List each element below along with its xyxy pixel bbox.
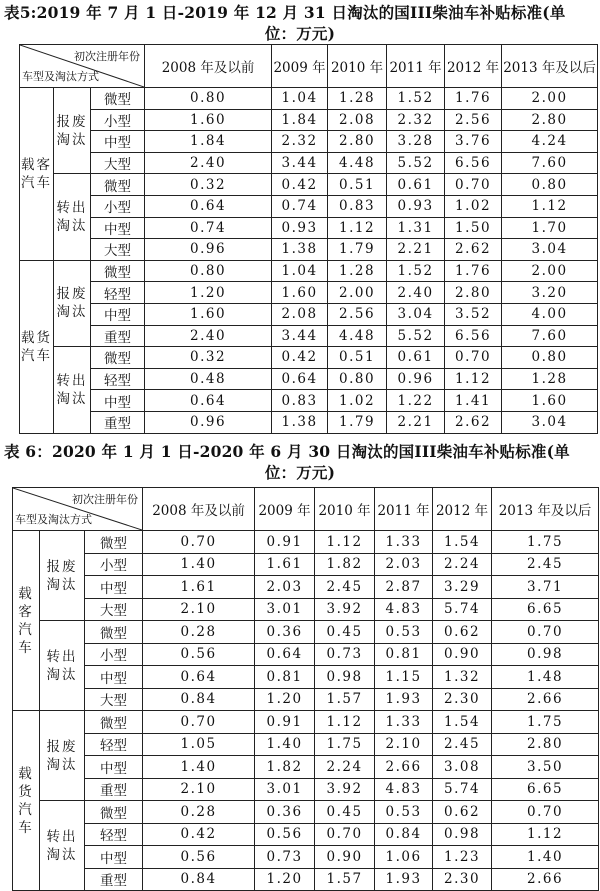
- table-row: [13, 823, 599, 846]
- subsidy-value-cell: 0.64: [143, 666, 255, 689]
- subsidy-value-cell: 0.80: [328, 368, 387, 390]
- subsidy-value-cell: 0.96: [145, 239, 272, 261]
- subsidy-value-cell: 0.51: [328, 174, 387, 196]
- subsidy-value-cell: 1.40: [143, 553, 255, 576]
- vehicle-size-cell: 微型: [91, 260, 145, 282]
- table6: [12, 487, 599, 891]
- year-header-cell: 2013 年及以后: [492, 488, 599, 531]
- vehicle-size-cell: 轻型: [85, 823, 143, 846]
- subsidy-value-cell: 2.21: [387, 239, 445, 261]
- header-registration-year-label: 初次注册年份: [74, 50, 141, 63]
- subsidy-value-cell: 3.20: [502, 282, 598, 304]
- subsidy-value-cell: 1.12: [492, 823, 599, 846]
- subsidy-value-cell: 7.60: [502, 325, 598, 347]
- subsidy-value-cell: 1.20: [255, 868, 315, 891]
- subsidy-value-cell: 0.32: [145, 347, 272, 369]
- subsidy-value-cell: 2.32: [387, 109, 445, 131]
- subsidy-value-cell: 4.00: [502, 303, 598, 325]
- subsidy-value-cell: 1.40: [492, 846, 599, 869]
- vehicle-size-cell: 小型: [85, 643, 143, 666]
- vehicle-size-cell: 中型: [91, 131, 145, 153]
- subsidy-value-cell: 1.52: [387, 88, 445, 110]
- vehicle-size-cell: 小型: [91, 195, 145, 217]
- subsidy-value-cell: 1.12: [445, 368, 502, 390]
- vehicle-size-cell: 重型: [91, 411, 145, 433]
- table5-title-line2: 位：万元): [264, 24, 336, 43]
- subsidy-value-cell: 0.81: [255, 666, 315, 689]
- subsidy-value-cell: 0.98: [492, 643, 599, 666]
- header-registration-year-label: 初次注册年份: [72, 493, 139, 506]
- year-header-cell: 2012 年: [445, 45, 502, 88]
- subsidy-value-cell: 0.56: [143, 846, 255, 869]
- subsidy-value-cell: 0.81: [375, 643, 433, 666]
- subsidy-value-cell: 0.53: [375, 801, 433, 824]
- subsidy-value-cell: 1.75: [492, 531, 599, 554]
- table-row: [20, 195, 598, 217]
- subsidy-value-cell: 4.24: [502, 131, 598, 153]
- subsidy-value-cell: 2.40: [145, 325, 272, 347]
- table-row: [20, 303, 598, 325]
- subsidy-value-cell: 1.20: [255, 688, 315, 711]
- subsidy-value-cell: 3.76: [445, 131, 502, 153]
- subsidy-value-cell: 1.52: [387, 260, 445, 282]
- subsidy-value-cell: 1.12: [315, 711, 375, 734]
- subsidy-value-cell: 1.31: [387, 217, 445, 239]
- table-row: [20, 109, 598, 131]
- subsidy-value-cell: 3.01: [255, 778, 315, 801]
- subsidy-value-cell: 6.56: [445, 325, 502, 347]
- subsidy-value-cell: 1.23: [433, 846, 492, 869]
- subsidy-value-cell: 1.02: [328, 390, 387, 412]
- subsidy-value-cell: 0.96: [387, 368, 445, 390]
- subsidy-value-cell: 2.66: [375, 756, 433, 779]
- subsidy-value-cell: 0.98: [433, 823, 492, 846]
- subsidy-value-cell: 0.80: [502, 174, 598, 196]
- year-header-cell: 2009 年: [272, 45, 328, 88]
- subsidy-value-cell: 2.80: [492, 733, 599, 756]
- table-row: [13, 598, 599, 621]
- subsidy-value-cell: 2.32: [272, 131, 328, 153]
- subsidy-value-cell: 2.66: [492, 868, 599, 891]
- subsidy-value-cell: 0.70: [492, 801, 599, 824]
- table-row: [13, 756, 599, 779]
- subsidy-value-cell: 1.48: [492, 666, 599, 689]
- subsidy-value-cell: 0.80: [502, 347, 598, 369]
- subsidy-value-cell: 0.53: [375, 621, 433, 644]
- table-row: [13, 711, 599, 734]
- subsidy-value-cell: 0.51: [328, 347, 387, 369]
- subsidy-value-cell: 1.12: [315, 531, 375, 554]
- vehicle-size-cell: 大型: [91, 152, 145, 174]
- subsidy-value-cell: 0.61: [387, 174, 445, 196]
- subsidy-value-cell: 1.28: [328, 88, 387, 110]
- subsidy-value-cell: 3.92: [315, 778, 375, 801]
- subsidy-value-cell: 1.70: [502, 217, 598, 239]
- subsidy-value-cell: 1.93: [375, 868, 433, 891]
- subsidy-value-cell: 1.60: [145, 109, 272, 131]
- disposal-method-cell: 报废淘汰: [54, 260, 91, 346]
- subsidy-value-cell: 3.71: [492, 576, 599, 599]
- subsidy-value-cell: 0.36: [255, 621, 315, 644]
- subsidy-value-cell: 0.36: [255, 801, 315, 824]
- subsidy-value-cell: 1.22: [387, 390, 445, 412]
- table-row: [20, 174, 598, 196]
- year-header-cell: 2011 年: [375, 488, 433, 531]
- subsidy-value-cell: 3.28: [387, 131, 445, 153]
- table-row: [13, 666, 599, 689]
- vehicle-size-cell: 中型: [85, 756, 143, 779]
- subsidy-value-cell: 2.45: [433, 733, 492, 756]
- vehicle-size-cell: 小型: [85, 553, 143, 576]
- vehicle-size-cell: 轻型: [91, 282, 145, 304]
- subsidy-value-cell: 1.84: [145, 131, 272, 153]
- subsidy-value-cell: 1.28: [502, 368, 598, 390]
- table5: [19, 44, 598, 434]
- subsidy-value-cell: 0.70: [492, 621, 599, 644]
- subsidy-value-cell: 1.76: [445, 88, 502, 110]
- year-header-cell: 2008 年及以前: [145, 45, 272, 88]
- vehicle-size-cell: 中型: [85, 666, 143, 689]
- subsidy-value-cell: 1.60: [145, 303, 272, 325]
- disposal-method-cell: 转出淘汰: [54, 174, 91, 260]
- table-row: [20, 88, 598, 110]
- subsidy-value-cell: 1.82: [315, 553, 375, 576]
- disposal-method-cell: 转出淘汰: [54, 347, 91, 433]
- subsidy-value-cell: 1.50: [445, 217, 502, 239]
- subsidy-value-cell: 0.74: [145, 217, 272, 239]
- subsidy-value-cell: 2.10: [375, 733, 433, 756]
- year-header-cell: 2010 年: [315, 488, 375, 531]
- subsidy-value-cell: 4.83: [375, 598, 433, 621]
- subsidy-value-cell: 1.75: [492, 711, 599, 734]
- table-row: [20, 347, 598, 369]
- subsidy-value-cell: 0.62: [433, 621, 492, 644]
- subsidy-value-cell: 0.70: [315, 823, 375, 846]
- subsidy-value-cell: 2.62: [445, 411, 502, 433]
- subsidy-value-cell: 2.10: [143, 598, 255, 621]
- vehicle-size-cell: 中型: [85, 576, 143, 599]
- vehicle-size-cell: 微型: [85, 531, 143, 554]
- vehicle-size-cell: 大型: [85, 688, 143, 711]
- subsidy-value-cell: 1.41: [445, 390, 502, 412]
- table-row: [13, 868, 599, 891]
- subsidy-value-cell: 0.93: [387, 195, 445, 217]
- subsidy-value-cell: 5.52: [387, 152, 445, 174]
- vehicle-size-cell: 中型: [91, 217, 145, 239]
- subsidy-value-cell: 6.56: [445, 152, 502, 174]
- subsidy-value-cell: 0.80: [145, 88, 272, 110]
- disposal-method-cell: 转出淘汰: [40, 801, 85, 891]
- vehicle-size-cell: 微型: [91, 174, 145, 196]
- subsidy-value-cell: 1.20: [145, 282, 272, 304]
- vehicle-category-cell: 载货汽车: [13, 711, 40, 891]
- subsidy-value-cell: 1.40: [143, 756, 255, 779]
- year-header-cell: 2008 年及以前: [143, 488, 255, 531]
- table-row: [20, 239, 598, 261]
- table-row: [20, 152, 598, 174]
- subsidy-value-cell: 5.52: [387, 325, 445, 347]
- year-header-cell: 2012 年: [433, 488, 492, 531]
- subsidy-value-cell: 0.42: [272, 174, 328, 196]
- subsidy-value-cell: 0.96: [145, 411, 272, 433]
- vehicle-size-cell: 微型: [85, 711, 143, 734]
- subsidy-value-cell: 2.56: [445, 109, 502, 131]
- subsidy-value-cell: 1.28: [328, 260, 387, 282]
- subsidy-value-cell: 4.48: [328, 152, 387, 174]
- vehicle-size-cell: 微型: [85, 801, 143, 824]
- subsidy-value-cell: 2.56: [328, 303, 387, 325]
- table-row: [13, 801, 599, 824]
- subsidy-value-cell: 0.90: [315, 846, 375, 869]
- table-row: [13, 553, 599, 576]
- year-header-cell: 2013 年及以后: [502, 45, 598, 88]
- table-row: [20, 411, 598, 433]
- subsidy-value-cell: 0.70: [445, 174, 502, 196]
- subsidy-value-cell: 2.40: [145, 152, 272, 174]
- vehicle-size-cell: 中型: [85, 846, 143, 869]
- subsidy-value-cell: 1.15: [375, 666, 433, 689]
- subsidy-value-cell: 3.04: [502, 411, 598, 433]
- subsidy-value-cell: 2.03: [255, 576, 315, 599]
- header-vehicle-type-label: 车型及淘汰方式: [15, 513, 92, 526]
- subsidy-value-cell: 3.29: [433, 576, 492, 599]
- subsidy-value-cell: 0.64: [145, 195, 272, 217]
- subsidy-value-cell: 0.61: [387, 347, 445, 369]
- table-row: [20, 325, 598, 347]
- subsidy-value-cell: 0.32: [145, 174, 272, 196]
- subsidy-value-cell: 3.92: [315, 598, 375, 621]
- subsidy-value-cell: 1.54: [433, 531, 492, 554]
- subsidy-value-cell: 0.90: [433, 643, 492, 666]
- subsidy-value-cell: 2.87: [375, 576, 433, 599]
- subsidy-value-cell: 1.79: [328, 239, 387, 261]
- table-row: [20, 368, 598, 390]
- subsidy-value-cell: 3.04: [387, 303, 445, 325]
- subsidy-value-cell: 0.84: [375, 823, 433, 846]
- vehicle-size-cell: 重型: [85, 778, 143, 801]
- vehicle-size-cell: 中型: [91, 390, 145, 412]
- subsidy-value-cell: 6.65: [492, 598, 599, 621]
- subsidy-value-cell: 0.64: [272, 368, 328, 390]
- table-row: [20, 282, 598, 304]
- vehicle-size-cell: 微型: [85, 621, 143, 644]
- table-row: [13, 621, 599, 644]
- subsidy-value-cell: 0.64: [255, 643, 315, 666]
- table-row: [13, 643, 599, 666]
- subsidy-value-cell: 1.38: [272, 411, 328, 433]
- vehicle-size-cell: 小型: [91, 109, 145, 131]
- header-row: [20, 45, 598, 88]
- subsidy-value-cell: 0.83: [328, 195, 387, 217]
- subsidy-value-cell: 0.42: [143, 823, 255, 846]
- table6-title-line1: 表 6：2020 年 1 月 1 日-2020 年 6 月 30 日淘汰的国III柴油车补贴标准(单: [4, 442, 570, 461]
- subsidy-value-cell: 0.42: [272, 347, 328, 369]
- table-row: [13, 531, 599, 554]
- table-row: [20, 217, 598, 239]
- subsidy-value-cell: 2.30: [433, 868, 492, 891]
- subsidy-value-cell: 7.60: [502, 152, 598, 174]
- subsidy-value-cell: 2.80: [502, 109, 598, 131]
- subsidy-value-cell: 2.80: [328, 131, 387, 153]
- subsidy-value-cell: 0.56: [143, 643, 255, 666]
- subsidy-value-cell: 0.84: [143, 868, 255, 891]
- subsidy-value-cell: 0.73: [315, 643, 375, 666]
- subsidy-value-cell: 1.60: [272, 282, 328, 304]
- subsidy-value-cell: 1.33: [375, 531, 433, 554]
- subsidy-value-cell: 2.62: [445, 239, 502, 261]
- diagonal-header-cell: [20, 45, 145, 88]
- subsidy-value-cell: 5.74: [433, 778, 492, 801]
- subsidy-value-cell: 1.02: [445, 195, 502, 217]
- subsidy-value-cell: 1.84: [272, 109, 328, 131]
- table-row: [13, 846, 599, 869]
- subsidy-value-cell: 1.04: [272, 88, 328, 110]
- subsidy-value-cell: 2.24: [433, 553, 492, 576]
- subsidy-value-cell: 4.83: [375, 778, 433, 801]
- subsidy-value-cell: 0.28: [143, 621, 255, 644]
- subsidy-value-cell: 0.93: [272, 217, 328, 239]
- table-row: [13, 778, 599, 801]
- subsidy-value-cell: 3.50: [492, 756, 599, 779]
- subsidy-value-cell: 1.76: [445, 260, 502, 282]
- subsidy-value-cell: 1.05: [143, 733, 255, 756]
- subsidy-value-cell: 2.10: [143, 778, 255, 801]
- subsidy-value-cell: 2.08: [272, 303, 328, 325]
- table-row: [20, 260, 598, 282]
- vehicle-size-cell: 轻型: [91, 368, 145, 390]
- vehicle-size-cell: 中型: [91, 303, 145, 325]
- year-header-cell: 2010 年: [328, 45, 387, 88]
- table-row: [13, 576, 599, 599]
- subsidy-value-cell: 1.57: [315, 688, 375, 711]
- subsidy-value-cell: 2.00: [502, 260, 598, 282]
- vehicle-category-cell: 载客汽车: [13, 531, 40, 711]
- subsidy-value-cell: 3.44: [272, 152, 328, 174]
- subsidy-value-cell: 1.54: [433, 711, 492, 734]
- subsidy-value-cell: 1.12: [502, 195, 598, 217]
- subsidy-value-cell: 1.93: [375, 688, 433, 711]
- vehicle-size-cell: 微型: [91, 88, 145, 110]
- subsidy-value-cell: 0.84: [143, 688, 255, 711]
- subsidy-value-cell: 0.28: [143, 801, 255, 824]
- disposal-method-cell: 报废淘汰: [40, 531, 85, 621]
- subsidy-value-cell: 1.79: [328, 411, 387, 433]
- subsidy-value-cell: 0.48: [145, 368, 272, 390]
- subsidy-value-cell: 0.98: [315, 666, 375, 689]
- subsidy-value-cell: 2.24: [315, 756, 375, 779]
- table-row: [20, 131, 598, 153]
- subsidy-value-cell: 0.70: [143, 531, 255, 554]
- subsidy-value-cell: 0.64: [145, 390, 272, 412]
- subsidy-value-cell: 2.00: [502, 88, 598, 110]
- table5-title-line1: 表5:2019 年 7 月 1 日-2019 年 12 月 31 日淘汰的国III柴油车补贴标准(单: [4, 3, 566, 22]
- subsidy-value-cell: 3.01: [255, 598, 315, 621]
- table-row: [13, 733, 599, 756]
- vehicle-category-cell: 载货汽车: [20, 260, 54, 433]
- subsidy-value-cell: 5.74: [433, 598, 492, 621]
- subsidy-value-cell: 3.08: [433, 756, 492, 779]
- header-row: [13, 488, 599, 531]
- subsidy-value-cell: 1.60: [502, 390, 598, 412]
- disposal-method-cell: 报废淘汰: [54, 88, 91, 174]
- subsidy-value-cell: 0.62: [433, 801, 492, 824]
- subsidy-value-cell: 0.91: [255, 711, 315, 734]
- vehicle-size-cell: 微型: [91, 347, 145, 369]
- subsidy-value-cell: 0.56: [255, 823, 315, 846]
- table-row: [20, 390, 598, 412]
- vehicle-size-cell: 大型: [91, 239, 145, 261]
- subsidy-value-cell: 0.70: [143, 711, 255, 734]
- subsidy-value-cell: 0.45: [315, 801, 375, 824]
- subsidy-value-cell: 0.70: [445, 347, 502, 369]
- subsidy-value-cell: 1.75: [315, 733, 375, 756]
- subsidy-value-cell: 2.45: [315, 576, 375, 599]
- subsidy-value-cell: 2.08: [328, 109, 387, 131]
- vehicle-size-cell: 重型: [91, 325, 145, 347]
- subsidy-value-cell: 1.12: [328, 217, 387, 239]
- subsidy-value-cell: 0.73: [255, 846, 315, 869]
- subsidy-value-cell: 0.91: [255, 531, 315, 554]
- vehicle-size-cell: 大型: [85, 598, 143, 621]
- disposal-method-cell: 转出淘汰: [40, 621, 85, 711]
- subsidy-value-cell: 0.74: [272, 195, 328, 217]
- subsidy-value-cell: 4.48: [328, 325, 387, 347]
- subsidy-value-cell: 2.80: [445, 282, 502, 304]
- year-header-cell: 2009 年: [255, 488, 315, 531]
- subsidy-value-cell: 1.04: [272, 260, 328, 282]
- subsidy-value-cell: 0.83: [272, 390, 328, 412]
- table6-title: [4, 441, 596, 483]
- subsidy-value-cell: 2.21: [387, 411, 445, 433]
- subsidy-value-cell: 1.61: [255, 553, 315, 576]
- subsidy-value-cell: 2.45: [492, 553, 599, 576]
- subsidy-value-cell: 2.00: [328, 282, 387, 304]
- subsidy-value-cell: 3.04: [502, 239, 598, 261]
- subsidy-value-cell: 1.82: [255, 756, 315, 779]
- subsidy-value-cell: 1.38: [272, 239, 328, 261]
- year-header-cell: 2011 年: [387, 45, 445, 88]
- subsidy-value-cell: 1.06: [375, 846, 433, 869]
- vehicle-size-cell: 轻型: [85, 733, 143, 756]
- subsidy-value-cell: 2.40: [387, 282, 445, 304]
- header-vehicle-type-label: 车型及淘汰方式: [22, 70, 99, 83]
- table6-title-line2: 位：万元): [264, 463, 336, 482]
- vehicle-category-cell: 载客汽车: [20, 88, 54, 261]
- subsidy-value-cell: 1.57: [315, 868, 375, 891]
- table-row: [13, 688, 599, 711]
- table5-title: [4, 2, 596, 44]
- subsidy-value-cell: 6.65: [492, 778, 599, 801]
- subsidy-value-cell: 3.52: [445, 303, 502, 325]
- subsidy-value-cell: 2.66: [492, 688, 599, 711]
- subsidy-value-cell: 1.61: [143, 576, 255, 599]
- subsidy-value-cell: 2.03: [375, 553, 433, 576]
- disposal-method-cell: 报废淘汰: [40, 711, 85, 801]
- diagonal-header-cell: [13, 488, 143, 531]
- subsidy-value-cell: 3.44: [272, 325, 328, 347]
- subsidy-value-cell: 1.40: [255, 733, 315, 756]
- subsidy-value-cell: 1.33: [375, 711, 433, 734]
- subsidy-value-cell: 0.80: [145, 260, 272, 282]
- subsidy-value-cell: 0.45: [315, 621, 375, 644]
- subsidy-value-cell: 2.30: [433, 688, 492, 711]
- subsidy-value-cell: 1.32: [433, 666, 492, 689]
- vehicle-size-cell: 重型: [85, 868, 143, 891]
